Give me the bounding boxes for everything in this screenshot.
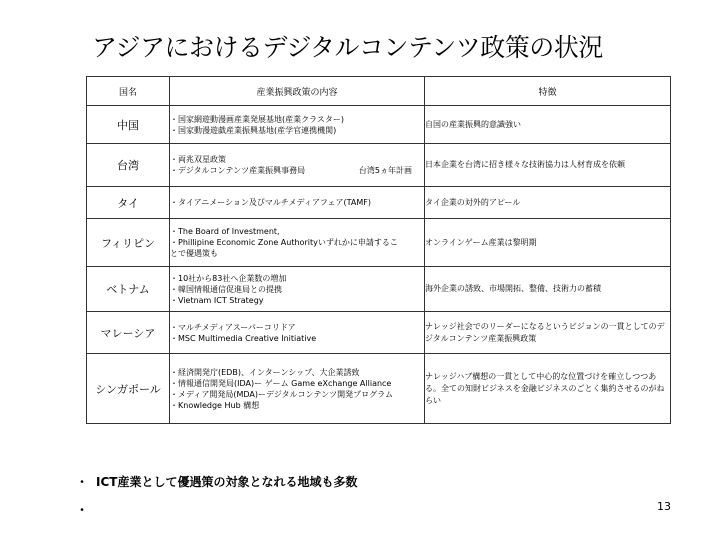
bullet-item [76,501,357,529]
table-row [87,106,671,144]
country-cell: シンガポール [87,354,170,424]
policy-line: ・両兆双星政策 [170,155,226,164]
policy-cell [170,187,425,219]
header-country: 国名 [87,77,170,106]
country-cell: 中国 [87,106,170,144]
feature-cell: 自国の産業振興的意識強い [425,106,671,144]
policy-line: ・MSC Multimedia Creative Initiative [170,333,317,343]
policy-line: ・メディア開発局(MDA)ーデジタルコンテンツ開発プログラム [170,389,394,399]
table-row [87,187,671,219]
policy-table [86,76,671,424]
policy-line: ・タイアニメーション及びマルチメディアフェア(TAMF) [170,198,372,207]
feature-cell: ナレッジ社会でのリーダーになるというビジョンの一貫としてのデジタルコンテンツ産業振興政策 [425,312,671,354]
country-cell: フィリピン [87,219,170,267]
policy-line: ・国家網遊動漫画産業発展基地(産業クラスター) [170,114,344,124]
page-title: アジアにおけるデジタルコンテンツ政策の状況 [92,33,603,62]
table-row [87,144,671,187]
country-cell: ベトナム [87,267,170,312]
table-row [87,267,671,312]
country-cell: マレーシア [87,312,170,354]
header-policy: 産業振興政策の内容 [170,77,425,106]
policy-cell [170,312,425,354]
policy-line: ・デジタルコンテンツ産業振興事務局 [170,166,306,175]
policy-line: ・情報通信開発局(IDA)ー ゲーム Game eXchange Alliance [170,378,392,388]
policy-line: ・マルチメディアスーパーコリドア [170,322,296,332]
policy-extra: 台湾5ヵ年計画 [358,166,412,175]
bullet-dot: ・ [76,503,89,517]
table-header-row [87,77,671,106]
policy-cell [170,106,425,144]
feature-cell: タイ企業の対外的アピール [425,187,671,219]
policy-cell [170,219,425,267]
policy-line: ・Phillipine Economic Zone Authorityいずれかに申請するこ [170,238,398,247]
policy-line: ・10社から83社へ企業数の増加 [170,273,287,283]
policy-cell [170,144,425,187]
bullet-dot: ・ [76,475,89,489]
policy-line: ・Knowledge Hub 構想 [170,400,260,410]
policy-line: ・国家動漫遊戯産業振興基地(産学官連携機関) [170,125,337,135]
feature-cell: 日本企業を台湾に招き様々な技術協力は人材育成を依頼 [425,144,671,187]
table-row [87,219,671,267]
header-feature: 特徴 [425,77,671,106]
bullet-text: ICT産業として優遇策の対象となれる地域も多数 [96,475,358,489]
bullet-item [76,473,357,501]
policy-line: ・経済開発庁(EDB)、インターンシップ、大企業誘致 [170,367,360,377]
feature-cell: ナレッジハブ構想の一貫として中心的な位置づけを確立しつつある。全ての知財ビジネスを金融ビジネスのごとく集約させるのがねらい [425,354,671,424]
policy-cell [170,354,425,424]
page-number: 13 [657,500,671,513]
table-row [87,312,671,354]
policy-line: ・韓国情報通信促進局との提携 [170,284,282,294]
feature-cell: 海外企業の誘致、市場開拓、整備、技術力の蓄積 [425,267,671,312]
policy-line: とで優遇策も [170,249,218,258]
policy-cell [170,267,425,312]
bullet-list [76,473,357,529]
policy-line: ・The Board of Investment, [170,227,280,236]
feature-cell: オンラインゲーム産業は黎明期 [425,219,671,267]
table-row [87,354,671,424]
country-cell: タイ [87,187,170,219]
policy-line: ・Vietnam ICT Strategy [170,295,264,305]
country-cell: 台湾 [87,144,170,187]
